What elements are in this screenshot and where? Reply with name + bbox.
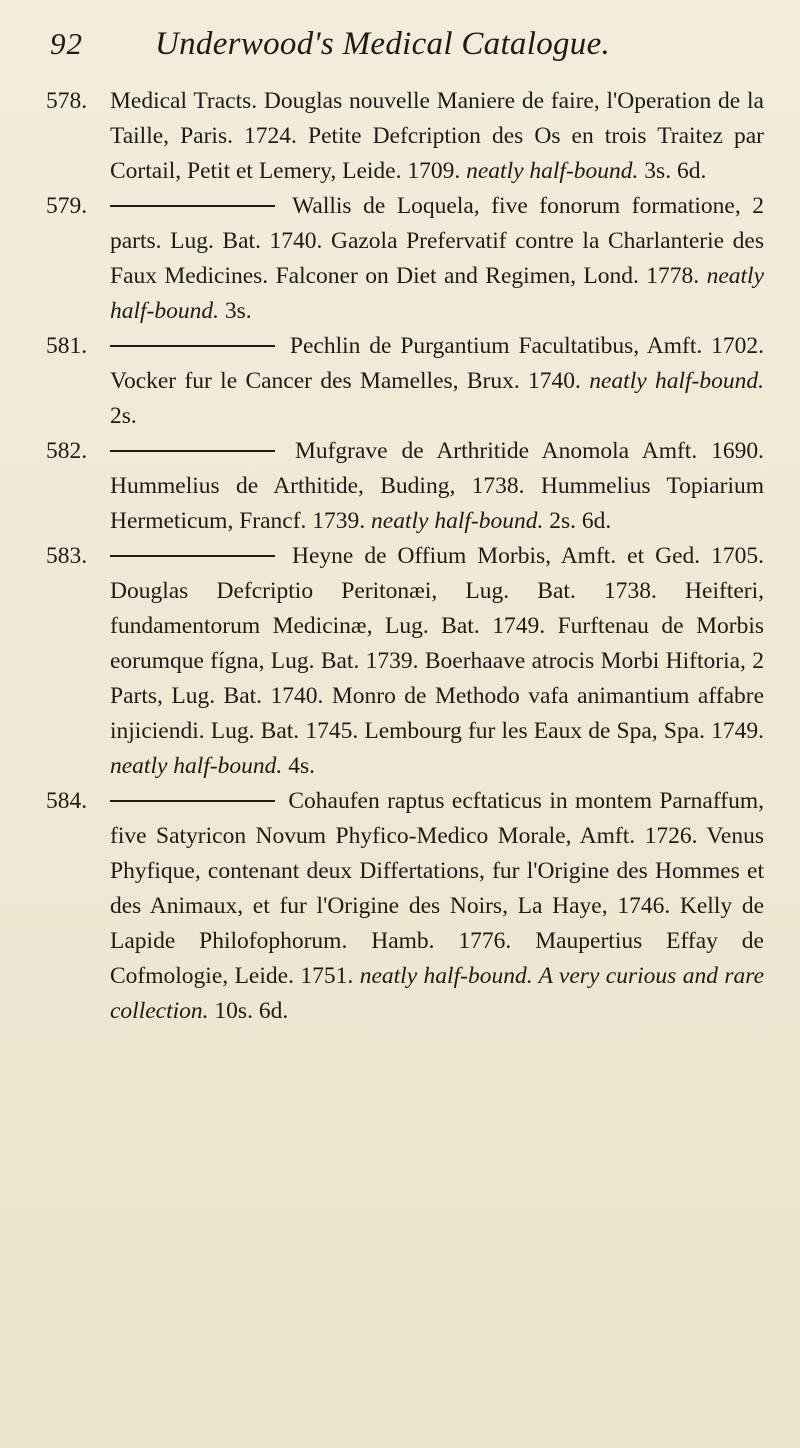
entry-text: Mufgrave de Arthritide Anomola Amft. 1690. Hummelius de Arthitide, Buding, 1738. Hummelius Topiarium Hermeticum, Francf. 1739. [110,438,765,534]
catalogue-entries [46,84,764,1029]
ditto-dash [110,205,275,207]
binding-note: neatly half-bound. [589,368,765,394]
entry-text: Medical Tracts. Douglas nouvelle Maniere de faire, l'Operation de la Taille, Paris. 1724. Petite Defcription des Os en trois Traitez par Cortail, Petit et Lemery, Leide. 1709. [110,88,764,184]
entry-text: Wallis de Loquela, five fonorum formatione, 2 parts. Lug. Bat. 1740. Gazola Prefervatif contre la Charlanterie des Faux Medicines. Falconer on Diet and Regimen, Lond. 1778. [110,193,764,289]
entry-text: Cohaufen raptus ecftaticus in montem Parnaffum, five Satyricon Novum Phyfico-Medico Morale, Amft. 1726. Venus Phyfique, contenant deux Differtations, fur l'Origine des Hommes et des Animaux, et fur l'Origine des Noirs, La Haye, 1746. Kelly de Lapide Philofophorum. Hamb. 1776. Maupertius Effay de Cofmologie, Leide. 1751. [110,788,764,989]
lot-number: 581. [46,333,88,359]
catalogue-entry [46,329,764,434]
catalogue-entry [46,189,764,329]
price: 2s. 6d. [549,508,612,534]
entry-text: Pechlin de Purgantium Facultatibus, Amft. 1702. Vocker fur le Cancer des Mamelles, Brux. 1740. [110,333,765,394]
lot-number: 578. [46,88,88,114]
catalogue-entry [46,84,764,189]
ditto-dash [110,555,275,557]
binding-note: neatly half-bound. [110,753,283,779]
catalogue-entry [46,784,764,1029]
price: 10s. 6d. [214,998,289,1024]
lot-number: 583. [46,543,88,569]
price: 3s. [224,298,252,324]
binding-note: neatly half-bound. [466,158,639,184]
ditto-dash [110,450,275,452]
price: 2s. [110,403,137,429]
running-title: Underwood's Medical Catalogue. [155,26,611,62]
price: 3s. 6d. [644,158,707,184]
lot-number: 584. [46,788,88,814]
page-header [50,26,760,70]
binding-note: neatly half-bound. A very curious and rare collection. [110,963,765,1024]
price: 4s. [288,753,315,779]
ditto-dash [110,800,275,802]
entry-text: Heyne de Offium Morbis, Amft. et Ged. 1705. Douglas Defcriptio Peritonæi, Lug. Bat. 1738. Heifteri, fundamentorum Medicinæ, Lug. Bat. 1749. Furftenau de Morbis eorumque fígna, Lug. Bat. 1739. Boerhaave atrocis Morbi Hiftoria, 2 Parts, Lug. Bat. 1740. Monro de Methodo vafa animantium affabre injiciendi. Lug. Bat. 1745. Lembourg fur les Eaux de Spa, Spa. 1749. [110,543,765,744]
lot-number: 582. [46,438,88,464]
binding-note: neatly half-bound. [371,508,544,534]
lot-number: 579. [46,193,88,219]
catalogue-entry [46,434,764,539]
catalogue-entry [46,539,764,784]
page-number: 92 [50,26,83,61]
binding-note: neatly half-bound. [110,263,764,324]
ditto-dash [110,345,275,347]
